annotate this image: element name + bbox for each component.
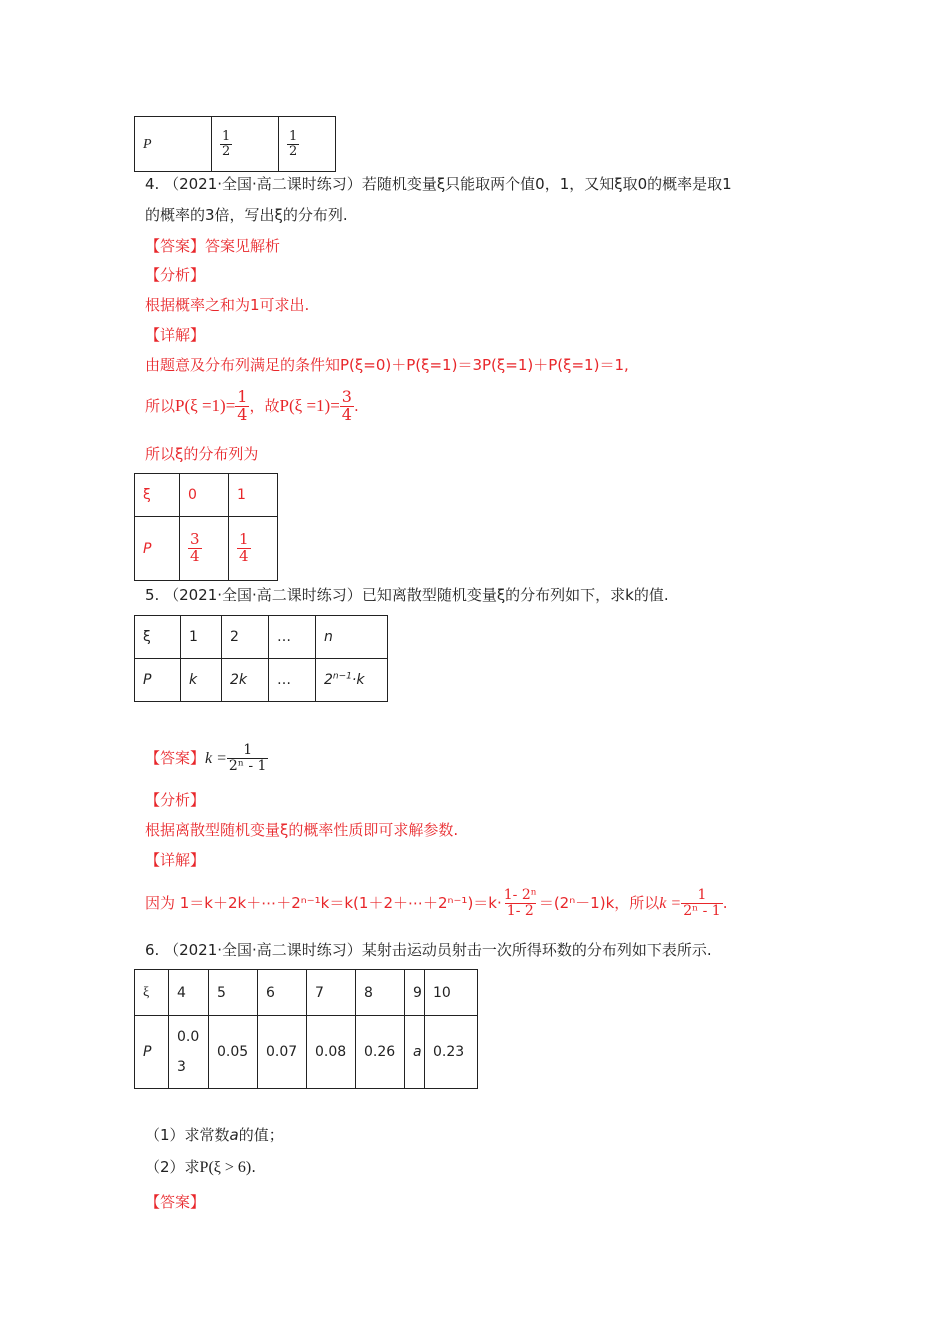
q6-distribution-table: [134, 969, 478, 1089]
table-cell: 1: [229, 474, 278, 517]
q5-distribution-table: [134, 615, 388, 702]
table-cell: 10: [425, 970, 478, 1016]
q4-stem-line1: 4. （2021·全国·高二课时练习）若随机变量ξ只能取两个值0，1，又知ξ取0的概率是取1: [145, 175, 732, 193]
table-cell: 5: [209, 970, 258, 1016]
table-cell: 6: [258, 970, 307, 1016]
table-cell: 0.03: [169, 1016, 209, 1089]
table-cell: ξ: [135, 474, 180, 517]
q6-answer-label: 【答案】: [145, 1193, 206, 1211]
table-cell: ξ: [135, 970, 169, 1016]
q5-detail-line: 因为 1＝k＋2k＋⋯＋2ⁿ⁻¹k＝k(1＋2＋⋯＋2ⁿ⁻¹)＝k· $\frac{\text{1- 2ⁿ}}{1- 2}$ ＝(2ⁿ－1)k，所以k = $\frac{1}{\text{2ⁿ - 1}}$ .: [145, 887, 728, 919]
table-cell: 0.05: [209, 1016, 258, 1089]
table-cell: $2^{n-1}\cdot k$: [316, 659, 388, 702]
q5-analysis-text: 根据离散型随机变量ξ的概率性质即可求解参数.: [145, 821, 459, 839]
q5-analysis-label: 【分析】: [145, 791, 206, 809]
table-cell: $\frac{1}{2}$: [212, 117, 279, 172]
table-cell: P: [135, 1016, 169, 1089]
table-cell: n: [316, 616, 388, 659]
q6-stem: 6. （2021·全国·高二课时练习）某射击运动员射击一次所得环数的分布列如下表所示.: [145, 941, 712, 959]
q4-stem-line2: 的概率的3倍，写出ξ的分布列.: [145, 206, 348, 224]
table-cell: 1: [181, 616, 222, 659]
top-distribution-table: [134, 116, 336, 172]
q4-detail-line2: 所以P(ξ =1)= $\frac{1}{4}$ ，故P(ξ =1)= $\frac{3}{4}$ .: [145, 387, 359, 424]
q6-sub2: （2）求P(ξ > 6).: [145, 1158, 257, 1176]
table-cell-label: P: [135, 117, 212, 172]
q4-detail-label: 【详解】: [145, 326, 206, 344]
table-cell: $\frac{3}{4}$: [180, 517, 229, 581]
table-cell: k: [181, 659, 222, 702]
table-cell: $\frac{1}{2}$: [279, 117, 336, 172]
q4-analysis-label: 【分析】: [145, 266, 206, 284]
q4-detail-line3: 所以ξ的分布列为: [145, 445, 259, 463]
table-cell: 4: [169, 970, 209, 1016]
table-cell: …: [269, 659, 316, 702]
q5-stem: 5. （2021·全国·高二课时练习）已知离散型随机变量ξ的分布列如下，求k的值.: [145, 586, 669, 604]
table-cell: 2k: [222, 659, 269, 702]
q5-detail-label: 【详解】: [145, 851, 206, 869]
q5-answer: 【答案】k = $\frac{1}{\text{2ⁿ - 1}}$: [145, 742, 267, 774]
q4-detail-line1: 由题意及分布列满足的条件知P(ξ=0)＋P(ξ=1)＝3P(ξ=1)＋P(ξ=1)＝1,: [145, 356, 629, 374]
table-cell: …: [269, 616, 316, 659]
q4-analysis-text: 根据概率之和为1可求出.: [145, 296, 310, 314]
table-cell: 7: [307, 970, 356, 1016]
table-cell: $\frac{1}{4}$: [229, 517, 278, 581]
table-cell: 2: [222, 616, 269, 659]
q4-answer: 【答案】答案见解析: [145, 237, 281, 255]
table-cell: 8: [356, 970, 405, 1016]
table-cell: ξ: [135, 616, 181, 659]
table-cell: 0.26: [356, 1016, 405, 1089]
table-cell: 0.23: [425, 1016, 478, 1089]
table-cell: 0.08: [307, 1016, 356, 1089]
table-cell: 0: [180, 474, 229, 517]
q6-sub1: （1）求常数a的值；: [145, 1126, 284, 1144]
table-cell: P: [135, 517, 180, 581]
table-cell: P: [135, 659, 181, 702]
table-cell: 9: [405, 970, 425, 1016]
table-cell: a: [405, 1016, 425, 1089]
q4-distribution-table: [134, 473, 278, 581]
table-cell: 0.07: [258, 1016, 307, 1089]
